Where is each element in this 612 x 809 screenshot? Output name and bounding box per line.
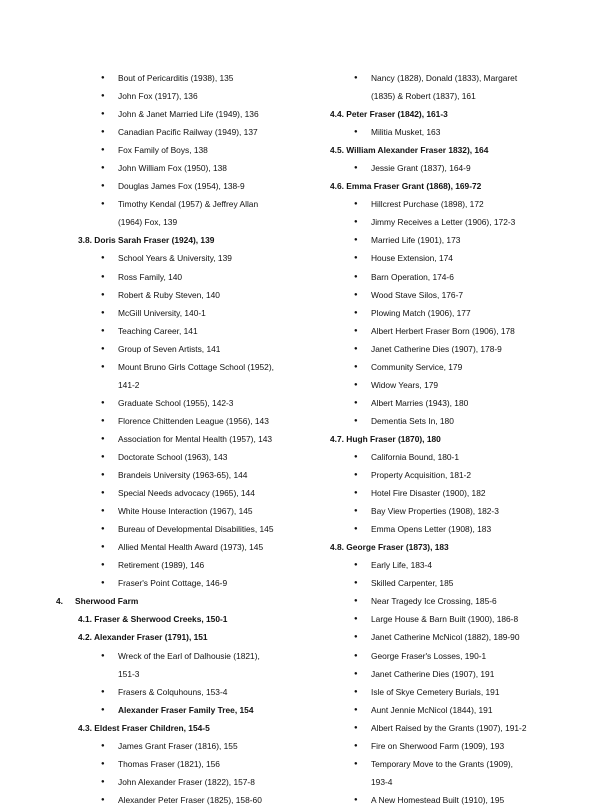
- toc-bullet-item: [330, 484, 592, 502]
- toc-bullet-item: [330, 502, 592, 520]
- bullet-icon: ●: [101, 291, 105, 298]
- toc-entry-text: Plowing Match (1906), 177: [371, 307, 471, 318]
- bullet-icon: ●: [354, 508, 358, 515]
- toc-bullet-item: [56, 484, 306, 502]
- chapter-title: Sherwood Farm: [75, 596, 139, 607]
- toc-entry-text: Widow Years, 179: [371, 379, 439, 390]
- bullet-icon: ●: [101, 490, 105, 497]
- toc-bullet-item: [330, 647, 592, 665]
- toc-bullet-item: [56, 322, 306, 340]
- bullet-icon: ●: [101, 706, 105, 713]
- bullet-icon: ●: [101, 201, 105, 208]
- toc-entry-text: Doctorate School (1963), 143: [118, 451, 228, 462]
- toc-entry-continuation: 193-4: [371, 776, 393, 787]
- toc-bullet-item: [330, 340, 592, 358]
- bullet-icon: ●: [354, 760, 358, 767]
- toc-entry-text: Wreck of the Earl of Dalhousie (1821),: [118, 650, 260, 661]
- bullet-icon: ●: [354, 219, 358, 226]
- bullet-icon: ●: [101, 75, 105, 81]
- toc-chapter-heading: [56, 592, 306, 610]
- bullet-icon: ●: [354, 796, 358, 803]
- toc-bullet-item: [330, 69, 592, 87]
- toc-bullet-item: [56, 394, 306, 412]
- toc-bullet-item: [56, 755, 306, 773]
- toc-bullet-item: [330, 268, 592, 286]
- toc-left-column: [56, 69, 306, 809]
- toc-bullet-item: [330, 520, 592, 538]
- toc-entry-text: School Years & University, 139: [118, 253, 232, 264]
- toc-section-heading: 4.4. Peter Fraser (1842), 161-3: [330, 109, 448, 120]
- bullet-icon: ●: [101, 544, 105, 551]
- bullet-icon: ●: [101, 165, 105, 172]
- toc-bullet-item: [330, 249, 592, 267]
- toc-section-heading: 4.3. Eldest Fraser Children, 154-5: [78, 722, 210, 733]
- toc-bullet-item: [330, 123, 592, 141]
- toc-bullet-item: [330, 683, 592, 701]
- toc-entry-text: Graduate School (1955), 142-3: [118, 397, 234, 408]
- toc-entry-text: Jimmy Receives a Letter (1906), 172-3: [371, 217, 516, 228]
- toc-entry-text: Albert Marries (1943), 180: [371, 397, 469, 408]
- bullet-icon: ●: [354, 255, 358, 262]
- bullet-icon: ●: [354, 165, 358, 172]
- toc-entry-continuation: (1964) Fox, 139: [118, 217, 178, 228]
- bullet-icon: ●: [354, 201, 358, 208]
- toc-entry-text: Community Service, 179: [371, 361, 463, 372]
- toc-entry-text: McGill University, 140-1: [118, 307, 206, 318]
- toc-entry-text: Janet Catherine Dies (1907), 178-9: [371, 343, 502, 354]
- toc-entry-text: Hillcrest Purchase (1898), 172: [371, 199, 484, 210]
- bullet-icon: ●: [354, 129, 358, 136]
- bullet-icon: ●: [354, 453, 358, 460]
- toc-entry-text: Special Needs advocacy (1965), 144: [118, 488, 255, 499]
- toc-bullet-item: [330, 791, 592, 809]
- toc-entry-text: Timothy Kendal (1957) & Jeffrey Allan: [118, 199, 259, 210]
- toc-entry-text: Fraser's Point Cottage, 146-9: [118, 578, 228, 589]
- toc-bullet-item: [56, 701, 306, 719]
- toc-right-column: [330, 69, 592, 809]
- toc-entry-text: Large House & Barn Built (1900), 186-8: [371, 614, 519, 625]
- toc-bullet-item: [56, 123, 306, 141]
- bullet-icon: ●: [354, 363, 358, 370]
- bullet-icon: ●: [354, 742, 358, 749]
- toc-bullet-item: [330, 628, 592, 646]
- toc-entry-continuation: (1835) & Robert (1837), 161: [371, 91, 476, 102]
- toc-bullet-item: [56, 556, 306, 574]
- toc-entry-text: Temporary Move to the Grants (1909),: [371, 758, 513, 769]
- bullet-icon: ●: [101, 742, 105, 749]
- toc-entry-text: Property Acquisition, 181-2: [371, 470, 472, 481]
- toc-bullet-item: [56, 412, 306, 430]
- toc-entry-text: California Bound, 180-1: [371, 451, 459, 462]
- toc-bullet-item: [330, 665, 592, 683]
- toc-bullet-item: [56, 520, 306, 538]
- toc-bullet-item: [330, 159, 592, 177]
- toc-bullet-item: [330, 195, 592, 213]
- toc-entry-text: Ross Family, 140: [118, 271, 183, 282]
- bullet-icon: ●: [101, 147, 105, 154]
- bullet-icon: ●: [101, 688, 105, 695]
- bullet-icon: ●: [354, 526, 358, 533]
- toc-entry-continuation: 141-2: [118, 379, 140, 390]
- bullet-icon: ●: [354, 472, 358, 479]
- toc-entry-text: Aunt Jennie McNicol (1844), 191: [371, 704, 493, 715]
- toc-bullet-item: [56, 141, 306, 159]
- toc-entry-text: Janet Catherine McNicol (1882), 189-90: [371, 632, 520, 643]
- bullet-icon: ●: [354, 652, 358, 659]
- toc-entry-text: A New Homestead Built (1910), 195: [371, 794, 505, 805]
- toc-bullet-item: [56, 773, 306, 791]
- toc-entry-text: Alexander Peter Fraser (1825), 158-60: [118, 794, 262, 805]
- toc-entry-text: Alexander Fraser Family Tree, 154: [118, 704, 254, 715]
- toc-bullet-item: [56, 268, 306, 286]
- bullet-icon: ●: [101, 562, 105, 569]
- toc-entry-text: Fire on Sherwood Farm (1909), 193: [371, 740, 505, 751]
- toc-entry-text: John & Janet Married Life (1949), 136: [118, 109, 259, 120]
- bullet-icon: ●: [354, 273, 358, 280]
- toc-bullet-item: [56, 105, 306, 123]
- toc-bullet-item: [330, 394, 592, 412]
- bullet-icon: ●: [354, 417, 358, 424]
- toc-bullet-item: [56, 286, 306, 304]
- toc-entry-text: Skilled Carpenter, 185: [371, 578, 454, 589]
- toc-bullet-item: [56, 430, 306, 448]
- toc-bullet-item: [56, 538, 306, 556]
- toc-entry-text: Emma Opens Letter (1908), 183: [371, 524, 492, 535]
- toc-entry-text: Dementia Sets In, 180: [371, 415, 454, 426]
- toc-entry-text: House Extension, 174: [371, 253, 453, 264]
- toc-bullet-item: [330, 466, 592, 484]
- toc-entry-text: George Fraser's Losses, 190-1: [371, 650, 487, 661]
- toc-entry-text: Albert Herbert Fraser Born (1906), 178: [371, 325, 515, 336]
- toc-entry-text: Mount Bruno Girls Cottage School (1952),: [118, 361, 274, 372]
- toc-bullet-item: [330, 213, 592, 231]
- toc-bullet-item: [330, 304, 592, 322]
- toc-section-heading: 4.1. Fraser & Sherwood Creeks, 150-1: [78, 614, 228, 625]
- toc-bullet-item: [56, 358, 306, 376]
- toc-entry-continuation: 151-3: [118, 668, 140, 679]
- bullet-icon: ●: [354, 598, 358, 605]
- toc-entry-text: Retirement (1989), 146: [118, 560, 205, 571]
- bullet-icon: ●: [101, 435, 105, 442]
- bullet-icon: ●: [354, 327, 358, 334]
- toc-bullet-item: [56, 249, 306, 267]
- toc-bullet-item: [56, 791, 306, 809]
- toc-entry-text: Allied Mental Health Award (1973), 145: [118, 542, 264, 553]
- toc-entry-text: John Alexander Fraser (1822), 157-8: [118, 776, 255, 787]
- bullet-icon: ●: [354, 706, 358, 713]
- bullet-icon: ●: [354, 688, 358, 695]
- toc-entry-text: John William Fox (1950), 138: [118, 163, 227, 174]
- toc-entry-text: Association for Mental Health (1957), 143: [118, 433, 273, 444]
- bullet-icon: ●: [354, 381, 358, 388]
- bullet-icon: ●: [101, 417, 105, 424]
- bullet-icon: ●: [101, 778, 105, 785]
- bullet-icon: ●: [354, 670, 358, 677]
- chapter-number: 4.: [56, 596, 63, 607]
- toc-bullet-item: [56, 69, 306, 87]
- bullet-icon: ●: [101, 580, 105, 587]
- toc-entry-text: Barn Operation, 174-6: [371, 271, 454, 282]
- toc-bullet-item: [330, 322, 592, 340]
- toc-section-heading: 4.8. George Fraser (1873), 183: [330, 542, 449, 553]
- toc-bullet-item: [56, 448, 306, 466]
- bullet-icon: ●: [101, 472, 105, 479]
- toc-bullet-item: [330, 231, 592, 249]
- toc-entry-text: Bout of Pericarditis (1938), 135: [118, 73, 234, 83]
- toc-entry-text: Albert Raised by the Grants (1907), 191-2: [371, 722, 527, 733]
- toc-entry-text: Robert & Ruby Steven, 140: [118, 289, 220, 300]
- toc-bullet-item: [56, 466, 306, 484]
- toc-bullet-item: [330, 412, 592, 430]
- toc-entry-text: Early Life, 183-4: [371, 560, 432, 571]
- bullet-icon: ●: [354, 562, 358, 569]
- bullet-icon: ●: [101, 526, 105, 533]
- bullet-icon: ●: [354, 490, 358, 497]
- bullet-icon: ●: [101, 508, 105, 515]
- bullet-icon: ●: [101, 399, 105, 406]
- toc-entry-text: Florence Chittenden League (1956), 143: [118, 415, 269, 426]
- toc-entry-text: Group of Seven Artists, 141: [118, 343, 221, 354]
- bullet-icon: ●: [101, 453, 105, 460]
- toc-section-heading: 3.8. Doris Sarah Fraser (1924), 139: [78, 235, 215, 246]
- toc-bullet-item: [56, 647, 306, 665]
- toc-entry-text: Jessie Grant (1837), 164-9: [371, 163, 471, 174]
- bullet-icon: ●: [354, 580, 358, 587]
- toc-bullet-item: [330, 737, 592, 755]
- bullet-icon: ●: [354, 399, 358, 406]
- toc-bullet-item: [330, 286, 592, 304]
- toc-bullet-item: [56, 737, 306, 755]
- toc-bullet-item: [56, 195, 306, 213]
- toc-entry-text: Janet Catherine Dies (1907), 191: [371, 668, 495, 679]
- bullet-icon: ●: [101, 309, 105, 316]
- toc-section-heading: 4.6. Emma Fraser Grant (1868), 169-72: [330, 181, 482, 192]
- toc-bullet-item: [56, 683, 306, 701]
- toc-entry-text: Married Life (1901), 173: [371, 235, 461, 246]
- toc-entry-text: Near Tragedy Ice Crossing, 185-6: [371, 596, 497, 607]
- bullet-icon: ●: [101, 327, 105, 334]
- toc-bullet-item: [330, 574, 592, 592]
- toc-bullet-item: [56, 159, 306, 177]
- bullet-icon: ●: [354, 291, 358, 298]
- toc-bullet-item: [330, 448, 592, 466]
- toc-entry-text: James Grant Fraser (1816), 155: [118, 740, 238, 751]
- bullet-icon: ●: [354, 634, 358, 641]
- toc-bullet-item: [330, 592, 592, 610]
- bullet-icon: ●: [354, 75, 358, 81]
- bullet-icon: ●: [101, 760, 105, 767]
- toc-bullet-item: [330, 755, 592, 773]
- toc-entry-text: Canadian Pacific Railway (1949), 137: [118, 127, 258, 138]
- toc-bullet-item: [56, 177, 306, 195]
- toc-bullet-item: [56, 340, 306, 358]
- bullet-icon: ●: [101, 652, 105, 659]
- toc-bullet-item: [330, 376, 592, 394]
- toc-bullet-item: [330, 556, 592, 574]
- toc-entry-text: Bay View Properties (1908), 182-3: [371, 506, 499, 517]
- toc-bullet-item: [330, 719, 592, 737]
- toc-entry-text: Militia Musket, 163: [371, 127, 441, 138]
- toc-entry-text: Fox Family of Boys, 138: [118, 145, 208, 156]
- toc-entry-text: Wood Stave Silos, 176-7: [371, 289, 464, 300]
- toc-entry-text: Teaching Career, 141: [118, 325, 198, 336]
- toc-bullet-item: [56, 87, 306, 105]
- toc-section-heading: 4.2. Alexander Fraser (1791), 151: [78, 632, 208, 643]
- bullet-icon: ●: [101, 363, 105, 370]
- toc-entry-text: John Fox (1917), 136: [118, 91, 198, 102]
- toc-entry-text: Brandeis University (1963-65), 144: [118, 470, 248, 481]
- toc-entry-text: Frasers & Colquhouns, 153-4: [118, 686, 228, 697]
- toc-entry-text: Nancy (1828), Donald (1833), Margaret: [371, 73, 518, 83]
- toc-bullet-item: [56, 502, 306, 520]
- bullet-icon: ●: [354, 237, 358, 244]
- bullet-icon: ●: [354, 616, 358, 623]
- bullet-icon: ●: [354, 309, 358, 316]
- toc-entry-text: Isle of Skye Cemetery Burials, 191: [371, 686, 500, 697]
- toc-entry-text: Hotel Fire Disaster (1900), 182: [371, 488, 486, 499]
- toc-bullet-item: [330, 358, 592, 376]
- toc-section-heading: 4.5. William Alexander Fraser 1832), 164: [330, 145, 489, 156]
- bullet-icon: ●: [354, 724, 358, 731]
- toc-entry-text: Bureau of Developmental Disabilities, 145: [118, 524, 274, 535]
- toc-bullet-item: [56, 574, 306, 592]
- toc-bullet-item: [56, 304, 306, 322]
- toc-bullet-item: [330, 610, 592, 628]
- toc-bullet-item: [330, 701, 592, 719]
- toc-section-heading: 4.7. Hugh Fraser (1870), 180: [330, 433, 441, 444]
- bullet-icon: ●: [101, 129, 105, 136]
- toc-entry-text: Douglas James Fox (1954), 138-9: [118, 181, 245, 192]
- bullet-icon: ●: [101, 796, 105, 803]
- bullet-icon: ●: [101, 93, 105, 100]
- bullet-icon: ●: [354, 345, 358, 352]
- toc-entry-text: White House Interaction (1967), 145: [118, 506, 253, 517]
- bullet-icon: ●: [101, 273, 105, 280]
- bullet-icon: ●: [101, 345, 105, 352]
- bullet-icon: ●: [101, 111, 105, 118]
- bullet-icon: ●: [101, 255, 105, 262]
- toc-entry-text: Thomas Fraser (1821), 156: [118, 758, 220, 769]
- bullet-icon: ●: [101, 183, 105, 190]
